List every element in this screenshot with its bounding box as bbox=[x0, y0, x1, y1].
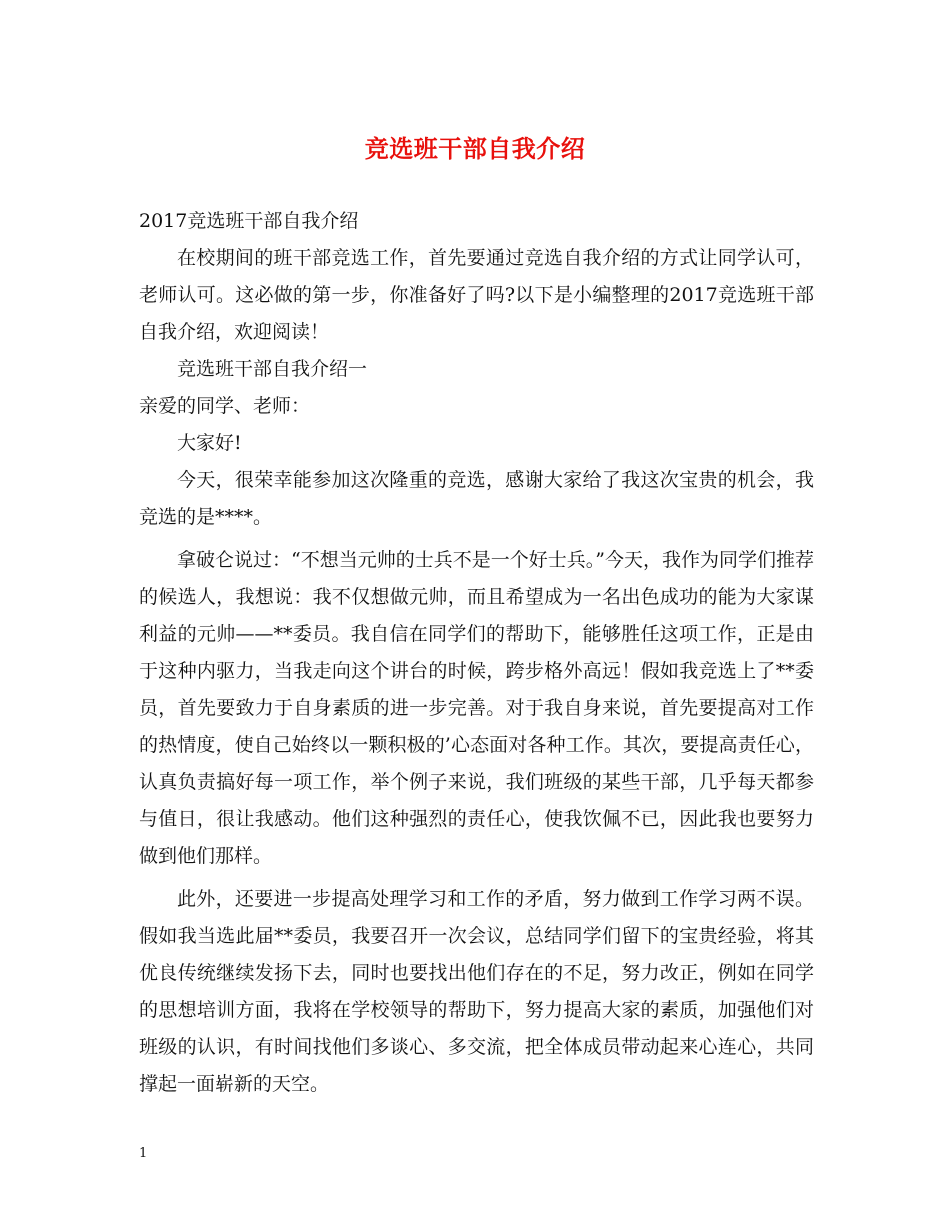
paragraph-body-1: 今天，很荣幸能参加这次隆重的竞选，感谢大家给了我这次宝贵的机会，我竞选的是****。 bbox=[139, 469, 814, 528]
document-body bbox=[139, 203, 814, 1103]
document-title: 竞选班干部自我介绍 bbox=[364, 134, 586, 163]
page-number: 1 bbox=[139, 1146, 148, 1161]
paragraph-salutation: 亲爱的同学、老师： bbox=[139, 395, 311, 417]
paragraph-body-2: 拿破仑说过：“不想当元帅的士兵不是一个好士兵。”今天，我作为同学们推荐的候选人，我想说：我不仅想做元帅，而且希望成为一名出色成功的能为大家谋利益的元帅——**委员。我自信在同学们的帮助下，能够胜任这项工作，正是由于这种内驱力，当我走向这个讲台的时候，跨步格外高远！假如我竞选上了**委员，首先要致力于自身素质的进一步完善。对于我自身来说，首先要提高对工作的热情度，使自己始终以一颗积极的’心态面对各种工作。其次，要提高责任心，认真负责搞好每一项工作，举个例子来说，我们班级的某些干部，几乎每天都参与值日，很让我感动。他们这种强烈的责任心，使我饮佩不已，因此我也要努力做到他们那样。 bbox=[139, 549, 814, 867]
paragraph-section-heading: 竞选班干部自我介绍一 bbox=[177, 358, 368, 380]
paragraph-greeting: 大家好! bbox=[177, 432, 242, 454]
paragraph-body-3: 此外，还要进一步提高处理学习和工作的矛盾，努力做到工作学习两不误。 假如我当选此届**委员，我要召开一次会议，总结同学们留下的宝贵经验，将其优良传统继续发扬下去，同时也要找出他们存在的不足，努力改正，例如在同学的思想培训方面，我将在学校领导的帮助下，努力提高大家的素质，加强他们对班级的认识，有时间找他们多谈心、多交流，把全体成员带动起来心连心，共同撑起一面崭新的天空。 bbox=[139, 888, 814, 1095]
paragraph-subtitle: 2017竞选班干部自我介绍 bbox=[139, 210, 359, 232]
paragraph-intro: 在校期间的班干部竞选工作，首先要通过竞选自我介绍的方式让同学认可，老师认可。这必做的第一步，你准备好了吗?以下是小编整理的2017竞选班干部自我介绍，欢迎阅读！ bbox=[139, 247, 814, 343]
